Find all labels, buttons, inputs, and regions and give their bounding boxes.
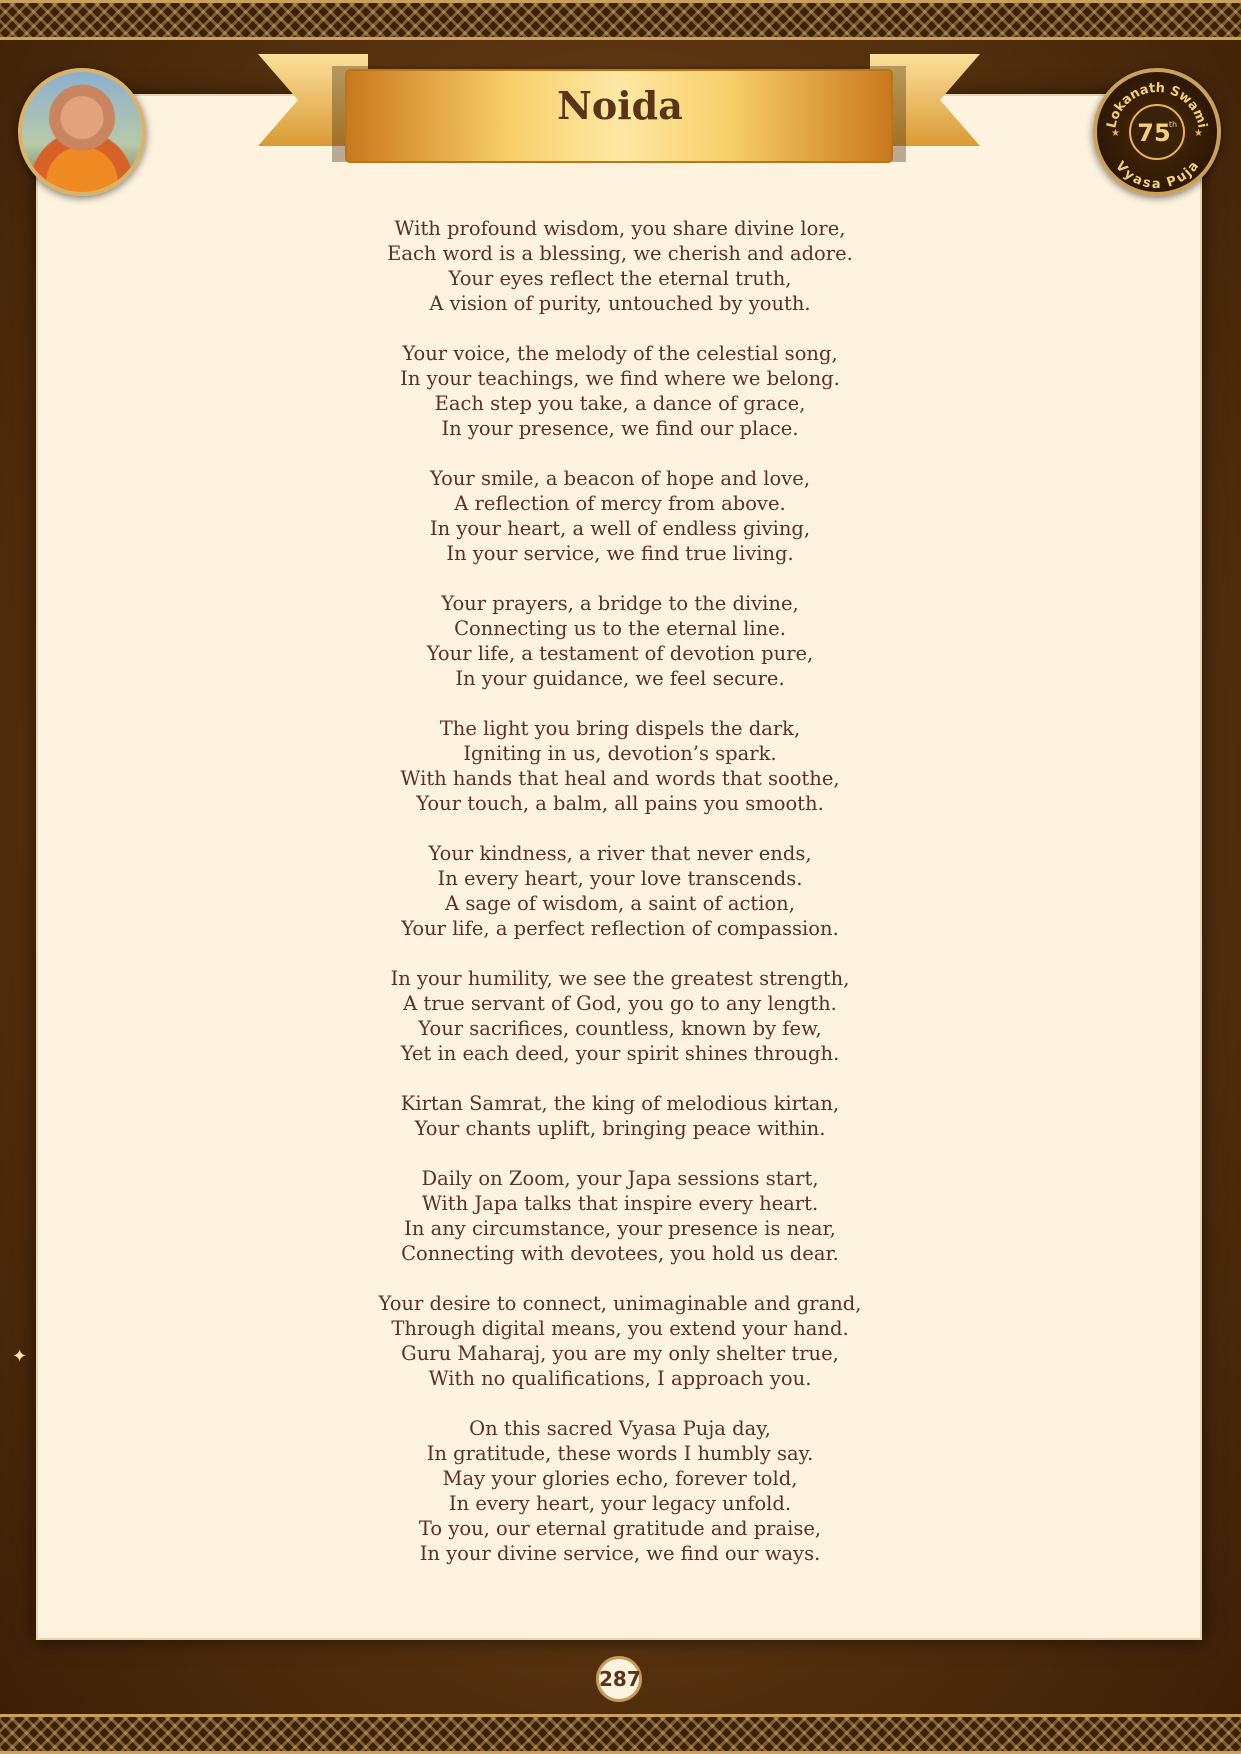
poem-line: Your life, a testament of devotion pure, <box>426 642 814 665</box>
poem-stanza <box>340 1091 900 1141</box>
poem-line: With hands that heal and words that soothe, <box>400 767 840 790</box>
bottom-ornamental-border <box>0 1714 1241 1754</box>
seal-star-icon: ★ <box>1111 128 1120 139</box>
poem-stanza <box>340 1416 900 1566</box>
poem-line: Your voice, the melody of the celestial song, <box>402 342 838 365</box>
poem-body <box>340 216 900 1591</box>
vyasa-puja-75-seal-logo <box>1093 68 1221 196</box>
svg-text:Vyasa Puja <box>1112 159 1202 192</box>
poem-stanza <box>340 466 900 566</box>
poem-line: On this sacred Vyasa Puja day, <box>469 1417 771 1440</box>
poem-line: A true servant of God, you go to any length. <box>403 992 837 1015</box>
poem-line: Guru Maharaj, you are my only shelter true, <box>401 1342 839 1365</box>
poem-line: Your chants uplift, bringing peace within. <box>414 1117 826 1140</box>
page-title: Noida <box>557 83 683 128</box>
poem-line: Igniting in us, devotion’s spark. <box>463 742 777 765</box>
poem-line: Your smile, a beacon of hope and love, <box>429 467 811 490</box>
seal-suffix: th <box>1168 120 1178 129</box>
poem-line: In your divine service, we find our ways. <box>419 1542 821 1565</box>
page-number: 287 <box>596 1656 642 1702</box>
poem-line: Connecting with devotees, you hold us dear. <box>401 1242 839 1265</box>
poem-line: Through digital means, you extend your hand. <box>391 1317 849 1340</box>
poem-line: A reflection of mercy from above. <box>454 492 786 515</box>
poem-line: A sage of wisdom, a saint of action, <box>445 892 795 915</box>
poem-line: In your service, we find true living. <box>446 542 794 565</box>
poem-line: With Japa talks that inspire every heart. <box>421 1192 819 1215</box>
poem-line: In your teachings, we find where we belong. <box>400 367 840 390</box>
poem-line: A vision of purity, untouched by youth. <box>429 292 811 315</box>
poem-line: In your humility, we see the greatest strength, <box>390 967 850 990</box>
poem-line: Each step you take, a dance of grace, <box>434 392 806 415</box>
seal-arc-bottom-text: Vyasa Puja <box>1112 158 1202 192</box>
poem-stanza <box>340 1291 900 1391</box>
top-ornamental-border <box>0 0 1241 40</box>
poem-line: The light you bring dispels the dark, <box>439 717 801 740</box>
guru-portrait-avatar <box>18 68 146 196</box>
poem-line: Your eyes reflect the eternal truth, <box>448 267 792 290</box>
poem-stanza <box>340 216 900 316</box>
poem-stanza <box>340 966 900 1066</box>
poem-line: In your guidance, we feel secure. <box>455 667 785 690</box>
poem-stanza <box>340 841 900 941</box>
poem-line: Your sacrifices, countless, known by few, <box>418 1017 822 1040</box>
poem-stanza <box>340 591 900 691</box>
seal-star-icon: ★ <box>1194 128 1203 139</box>
poem-line: Each word is a blessing, we cherish and adore. <box>387 242 853 265</box>
poem-line: To you, our eternal gratitude and praise, <box>418 1517 822 1540</box>
poem-line: Your prayers, a bridge to the divine, <box>441 592 799 615</box>
poem-line: In your presence, we find our place. <box>441 417 799 440</box>
sparkle-icon: ✦ <box>12 1346 28 1367</box>
poem-line: In any circumstance, your presence is near, <box>404 1217 836 1240</box>
poem-stanza <box>340 716 900 816</box>
seal-number: 75 <box>1137 119 1171 147</box>
poem-line: In every heart, your love transcends. <box>437 867 803 890</box>
poem-line: In every heart, your legacy unfold. <box>448 1492 792 1515</box>
poem-line: In your heart, a well of endless giving, <box>429 517 811 540</box>
poem-line: With profound wisdom, you share divine lore, <box>394 217 846 240</box>
poem-line: Yet in each deed, your spirit shines through. <box>400 1042 840 1065</box>
poem-line: Your kindness, a river that never ends, <box>428 842 812 865</box>
poem-stanza <box>340 341 900 441</box>
seal-arc-top-text: Lokanath Swami <box>1104 80 1210 130</box>
poem-line: Your desire to connect, unimaginable and grand, <box>378 1292 862 1315</box>
poem-line: Your touch, a balm, all pains you smooth. <box>416 792 824 815</box>
poem-line: Kirtan Samrat, the king of melodious kirtan, <box>400 1092 840 1115</box>
poem-line: May your glories echo, forever told, <box>442 1467 798 1490</box>
poem-line: In gratitude, these words I humbly say. <box>426 1442 814 1465</box>
poem-line: Your life, a perfect reflection of compassion. <box>401 917 839 940</box>
poem-line: Connecting us to the eternal line. <box>454 617 786 640</box>
poem-stanza <box>340 1166 900 1266</box>
poem-line: Daily on Zoom, your Japa sessions start, <box>421 1167 819 1190</box>
poem-line: With no qualifications, I approach you. <box>428 1367 812 1390</box>
